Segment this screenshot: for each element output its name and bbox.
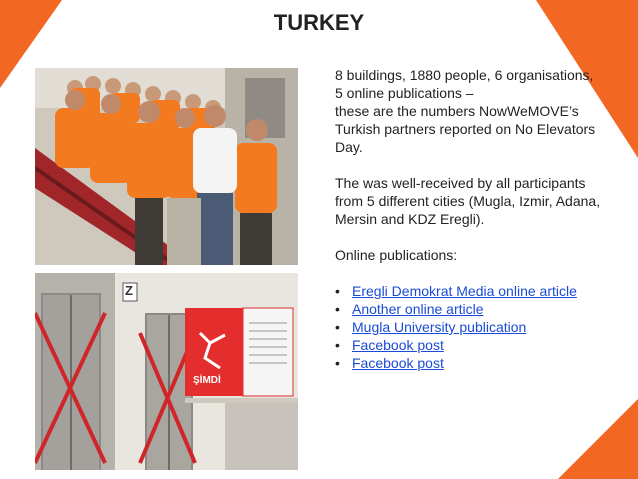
slide-title: TURKEY xyxy=(273,10,365,35)
group-photo-illustration xyxy=(35,68,298,265)
link-eregli-demokrat-article[interactable]: Eregli Demokrat Media online article xyxy=(352,283,577,299)
list-item xyxy=(335,318,635,336)
bottom-right-corner-decoration xyxy=(558,399,638,479)
link-another-article[interactable]: Another online article xyxy=(352,301,484,317)
bullet: • xyxy=(335,283,340,299)
list-item xyxy=(335,336,635,354)
reception-line: from 5 different cities (Mugla, Izmir, Adana, xyxy=(335,193,601,209)
elevator-photo-illustration xyxy=(35,273,298,470)
link-facebook-post-2[interactable]: Facebook post xyxy=(352,355,444,371)
stats-line: 5 online publications – xyxy=(335,85,474,101)
stats-line: 8 buildings, 1880 people, 6 organisations, xyxy=(335,67,594,83)
reception-line: The was well-received by all participants xyxy=(335,175,586,191)
bullet: • xyxy=(335,301,340,317)
stats-line: Day. xyxy=(335,139,363,155)
bullet: • xyxy=(335,319,340,335)
reception-paragraph xyxy=(335,174,635,228)
bullet: • xyxy=(335,355,340,371)
stats-line: these are the numbers NowWeMOVE’s xyxy=(335,103,579,119)
group-photo xyxy=(35,68,298,265)
list-item xyxy=(335,282,635,300)
stats-paragraph xyxy=(335,66,635,156)
publication-links-list xyxy=(335,282,635,372)
list-item xyxy=(335,354,635,372)
links-heading: Online publications: xyxy=(335,247,458,263)
elevator-photo xyxy=(35,273,298,470)
bullet: • xyxy=(335,337,340,353)
slide-body xyxy=(335,66,635,372)
reception-line: Mersin and KDZ Eregli). xyxy=(335,211,485,227)
poster-word: ŞİMDİ xyxy=(193,375,221,386)
floor-sign-letter: Z xyxy=(125,283,133,298)
stats-line: Turkish partners reported on No Elevators xyxy=(335,121,596,137)
link-facebook-post-1[interactable]: Facebook post xyxy=(352,337,444,353)
list-item xyxy=(335,300,635,318)
link-mugla-university[interactable]: Mugla University publication xyxy=(352,319,527,335)
